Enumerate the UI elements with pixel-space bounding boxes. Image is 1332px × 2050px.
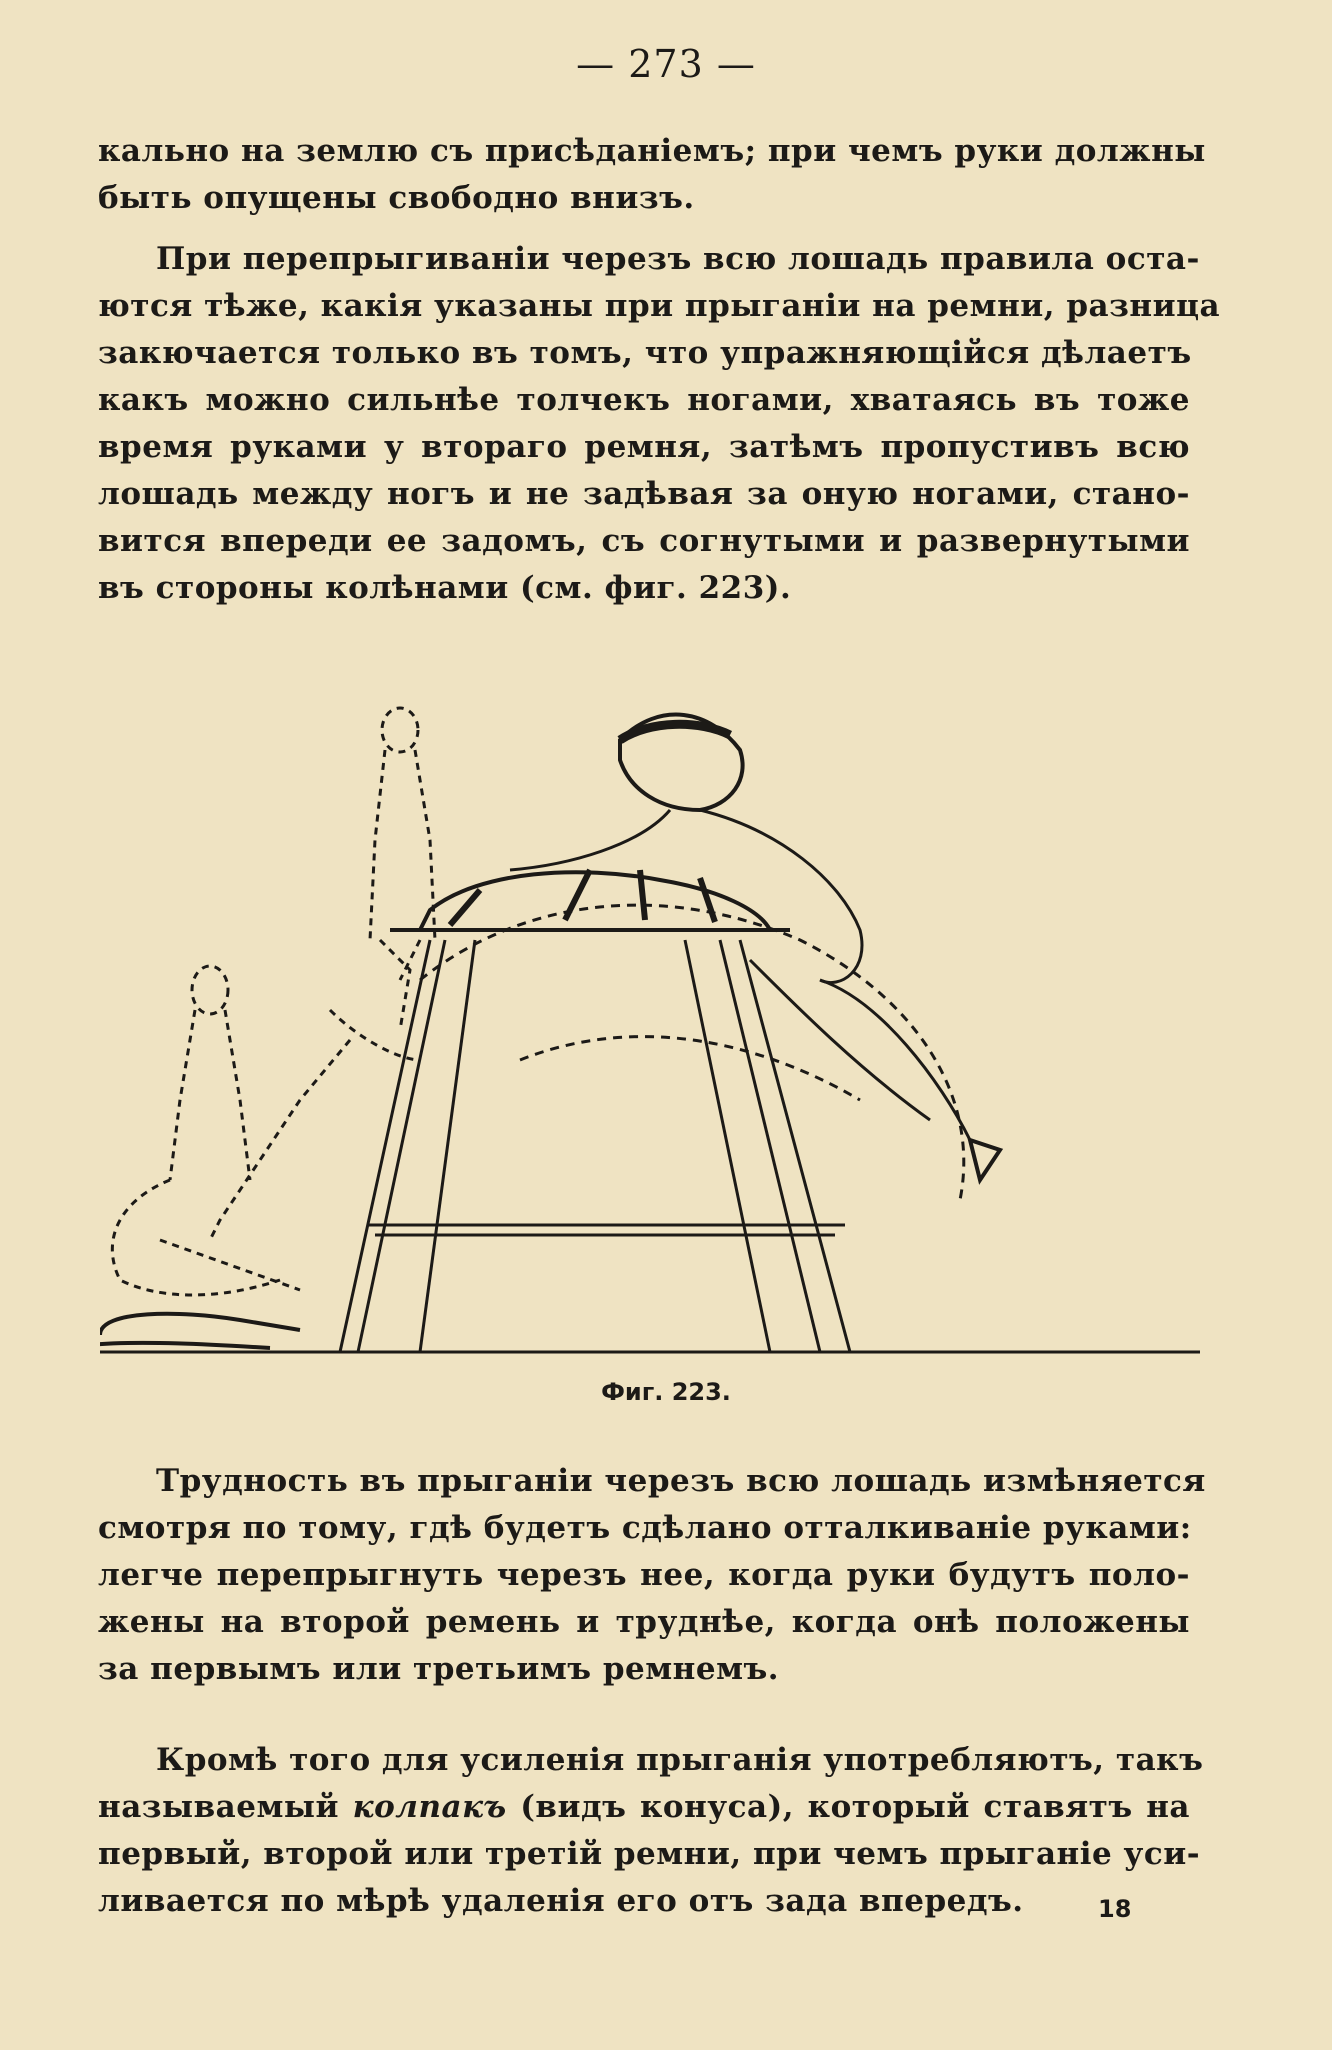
text-line: легче перепрыгнуть черезъ нее, когда руки будутъ поло- [98, 1557, 1190, 1593]
text-line: жены на второй ремень и труднѣе, когда онѣ положены [98, 1604, 1190, 1640]
text-line: кально на землю съ присѣданіемъ; при чемъ руки должны [98, 133, 1206, 169]
signature-mark: 18 [1098, 1895, 1132, 1923]
text-line: лошадь между ногъ и не задѣвая за оную ногами, стано- [98, 476, 1190, 512]
text-line: смотря по тому, гдѣ будетъ сдѣлано отталкиваніе руками: [98, 1510, 1192, 1546]
text-line: вится впереди ее задомъ, съ согнутыми и развернутыми [98, 523, 1190, 559]
text-line: Трудность въ прыганіи черезъ всю лошадь измѣняется [156, 1463, 1206, 1499]
paragraph-1 [98, 128, 1206, 222]
text-line: Кромѣ того для усиленія прыганія употребляютъ, такъ [156, 1742, 1204, 1778]
text-line: въ стороны колѣнами (см. фиг. 223). [98, 570, 792, 606]
text-line: какъ можно сильнѣе толчекъ ногами, хватаясь въ тоже [98, 382, 1190, 418]
italic-term: колпакъ [352, 1789, 507, 1825]
figure-vaulting-horse [100, 680, 1230, 1380]
paragraph-3 [98, 1458, 1206, 1693]
illustration [100, 680, 1230, 1380]
text-line: ливается по мѣрѣ удаленія его отъ зада впередъ. [98, 1883, 1024, 1919]
page-number: — 273 — [576, 42, 756, 86]
text-line [98, 1784, 1190, 1831]
text-line: за первымъ или третьимъ ремнемъ. [98, 1651, 780, 1687]
text-line: При перепрыгиваніи черезъ всю лошадь правила оста- [156, 241, 1200, 277]
text-line: первый, второй или третій ремни, при чемъ прыганіе уси- [98, 1836, 1201, 1872]
text-line: быть опущены свободно внизъ. [98, 180, 695, 216]
text-fragment: (видъ конуса), который ставятъ на [520, 1789, 1191, 1825]
figure-caption: Фиг. 223. [601, 1378, 731, 1406]
text-line: ются тѣже, какія указаны при прыганіи на ремни, разница [98, 288, 1221, 324]
text-line: время руками у втораго ремня, затѣмъ пропустивъ всю [98, 429, 1190, 465]
paragraph-4 [98, 1737, 1204, 1925]
text-fragment: называемый [98, 1789, 339, 1825]
text-line: закючается только въ томъ, что упражняющійся дѣлаетъ [98, 335, 1192, 371]
paragraph-2 [98, 236, 1221, 612]
